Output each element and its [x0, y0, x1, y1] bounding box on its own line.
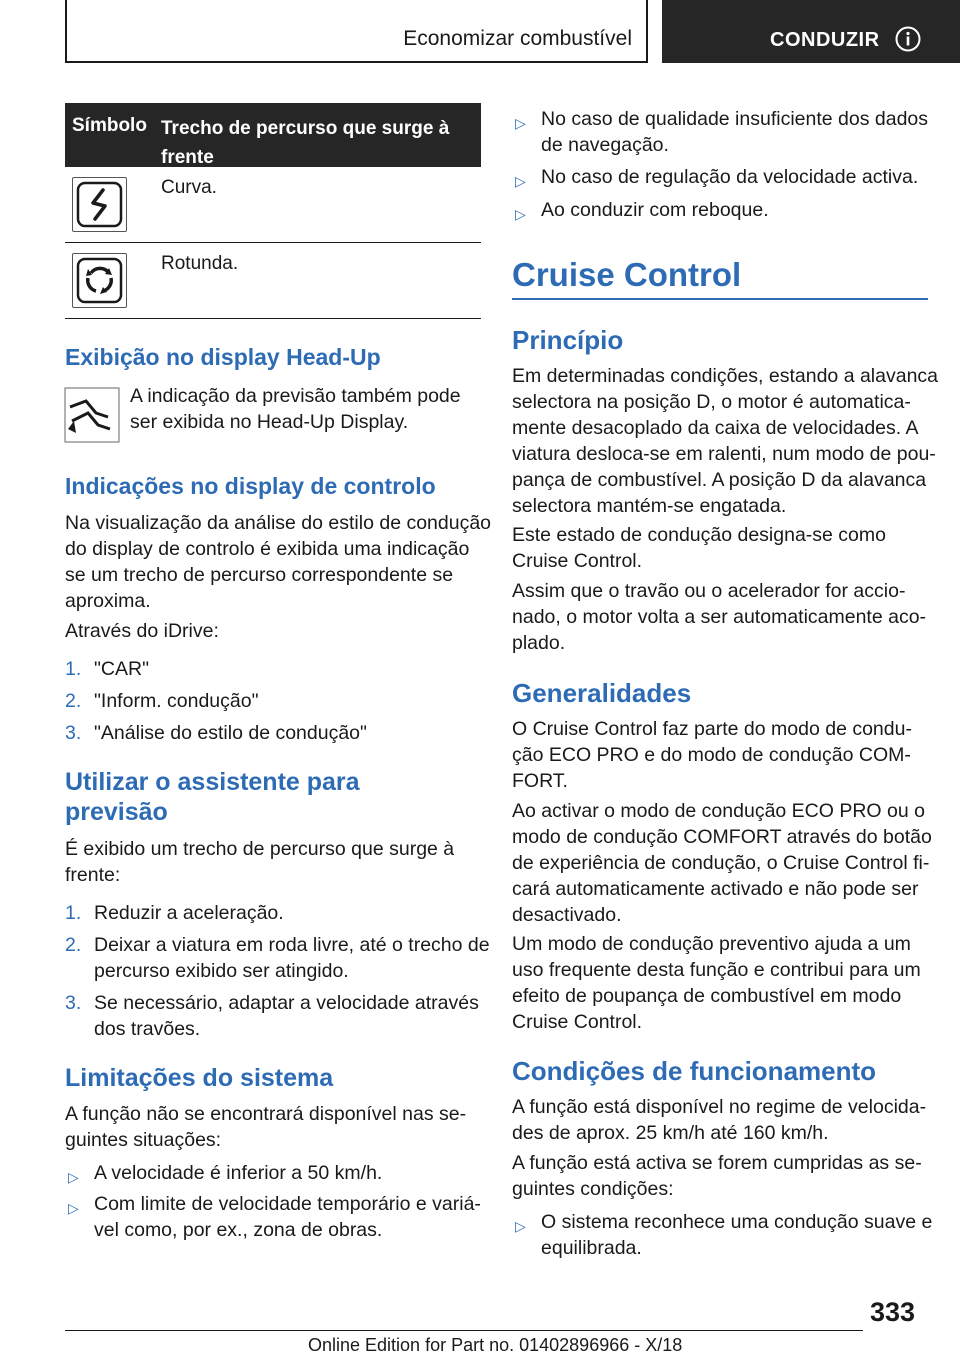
paragraph-line: Ao activar o modo de condução ECO PRO ou o: [512, 800, 925, 822]
triangle-bullet-icon: ▷: [515, 206, 526, 222]
paragraph-line: selectora na posição D, o motor é automatica-: [512, 391, 911, 413]
triangle-bullet-icon: ▷: [515, 173, 526, 189]
heading-general: Generalidades: [512, 678, 692, 708]
paragraph-line: Na visualização da análise do estilo de condução: [65, 512, 492, 534]
paragraph-line: se um trecho de percurso correspondente se: [65, 564, 454, 586]
paragraph-line: É exibido um trecho de percurso que surge à: [65, 838, 455, 860]
paragraph-via: Através do iDrive:: [65, 620, 219, 642]
paragraph-line: frente:: [65, 864, 121, 886]
header-chapter-title: CONDUZIR: [770, 29, 880, 51]
heading-conditions: Condições de funcionamento: [512, 1056, 877, 1086]
header-section-tab: [65, 0, 648, 63]
triangle-bullet-icon: ▷: [68, 1200, 79, 1216]
paragraph-line: Assim que o travão ou o acelerador for accio-: [512, 580, 906, 602]
table-row: [65, 243, 481, 319]
heading-cruise-control: Cruise Control: [512, 256, 742, 293]
triangle-bullet-icon: ▷: [515, 1218, 526, 1234]
paragraph-line: A função não se encontrará disponível nas se-: [65, 1103, 467, 1125]
paragraph-line: ção ECO PRO e do modo de condução COM-: [512, 744, 911, 766]
paragraph-line: A função está activa se forem cumpridas as se-: [512, 1152, 922, 1174]
heading-underline: [512, 298, 928, 300]
paragraph-line: A função está disponível no regime de velocida-: [512, 1096, 927, 1118]
paragraph-line: Este estado de condução designa-se como: [512, 524, 886, 546]
paragraph-line: aproxima.: [65, 590, 151, 612]
hud-text-line1: A indicação da previsão também pode: [130, 385, 461, 407]
paragraph-line: plado.: [512, 632, 566, 654]
hud-text-line2: ser exibida no Head-Up Display.: [130, 411, 409, 433]
paragraph-line: efeito de poupança de combustível em modo: [512, 985, 902, 1007]
paragraph-line: mente desacoplado da caixa de velocidades. A: [512, 417, 919, 439]
curve-sign-icon: [72, 177, 127, 232]
table-header: [65, 103, 481, 167]
triangle-bullet-icon: ▷: [68, 1169, 79, 1185]
paragraph-line: pança de combustível. A posição D da alavanca: [512, 469, 927, 491]
footer-edition: Online Edition for Part no. 01402896966 - X/18: [308, 1335, 683, 1355]
table-header-description: Trecho de percurso que surge à frente: [161, 118, 450, 168]
paragraph-line: modo de condução COMFORT através do botão: [512, 826, 932, 848]
info-icon: [895, 26, 921, 52]
paragraph-line: Em determinadas condições, estando a alavanca: [512, 365, 939, 387]
heading-principle: Princípio: [512, 325, 624, 355]
paragraph-line: desactivado.: [512, 904, 622, 926]
paragraph-line: guintes situações:: [65, 1129, 222, 1151]
heading-hud: Exibição no display Head-Up: [65, 344, 381, 370]
paragraph-line: nado, o motor volta a ser automaticamente aco-: [512, 606, 927, 628]
paragraph-line: des de aprox. 25 km/h até 160 km/h.: [512, 1122, 829, 1144]
roundabout-sign-icon: [72, 253, 127, 308]
paragraph-line: do display de controlo é exibida uma indicação: [65, 538, 470, 560]
paragraph-line: cará automaticamente activado e não pode ser: [512, 878, 919, 900]
header-chapter-tab: [662, 0, 960, 63]
paragraph-line: uso frequente desta função e contribui para um: [512, 959, 921, 981]
heading-use-assistant: Utilizar o assistente para previsão: [65, 768, 360, 826]
table-cell-text: Rotunda.: [161, 253, 239, 274]
paragraph-line: O Cruise Control faz parte do modo de condu-: [512, 718, 912, 740]
heading-control-display: Indicações no display de controlo: [65, 473, 436, 499]
paragraph-line: de experiência de condução, o Cruise Control fi-: [512, 852, 930, 874]
footer-divider: [65, 1330, 863, 1331]
heading-limitations: Limitações do sistema: [65, 1064, 334, 1092]
paragraph-line: selectora mantém-se engatada.: [512, 495, 787, 517]
table-row: [65, 167, 481, 243]
header-section-title: Economizar combustível: [403, 27, 632, 50]
paragraph-line: guintes condições:: [512, 1178, 674, 1200]
paragraph-line: Cruise Control.: [512, 1011, 643, 1033]
table-header-symbol: Símbolo: [72, 115, 147, 136]
paragraph-line: Cruise Control.: [512, 550, 643, 572]
paragraph-line: viatura desloca-se em ralenti, num modo de pou-: [512, 443, 936, 465]
paragraph-line: Um modo de condução preventivo ajuda a um: [512, 933, 911, 955]
hud-forecast-icon: [64, 387, 120, 443]
page-number: 333: [870, 1297, 916, 1327]
paragraph-line: FORT.: [512, 770, 568, 792]
table-cell-text: Curva.: [161, 177, 217, 198]
triangle-bullet-icon: ▷: [515, 115, 526, 131]
symbol-table: [65, 103, 481, 319]
